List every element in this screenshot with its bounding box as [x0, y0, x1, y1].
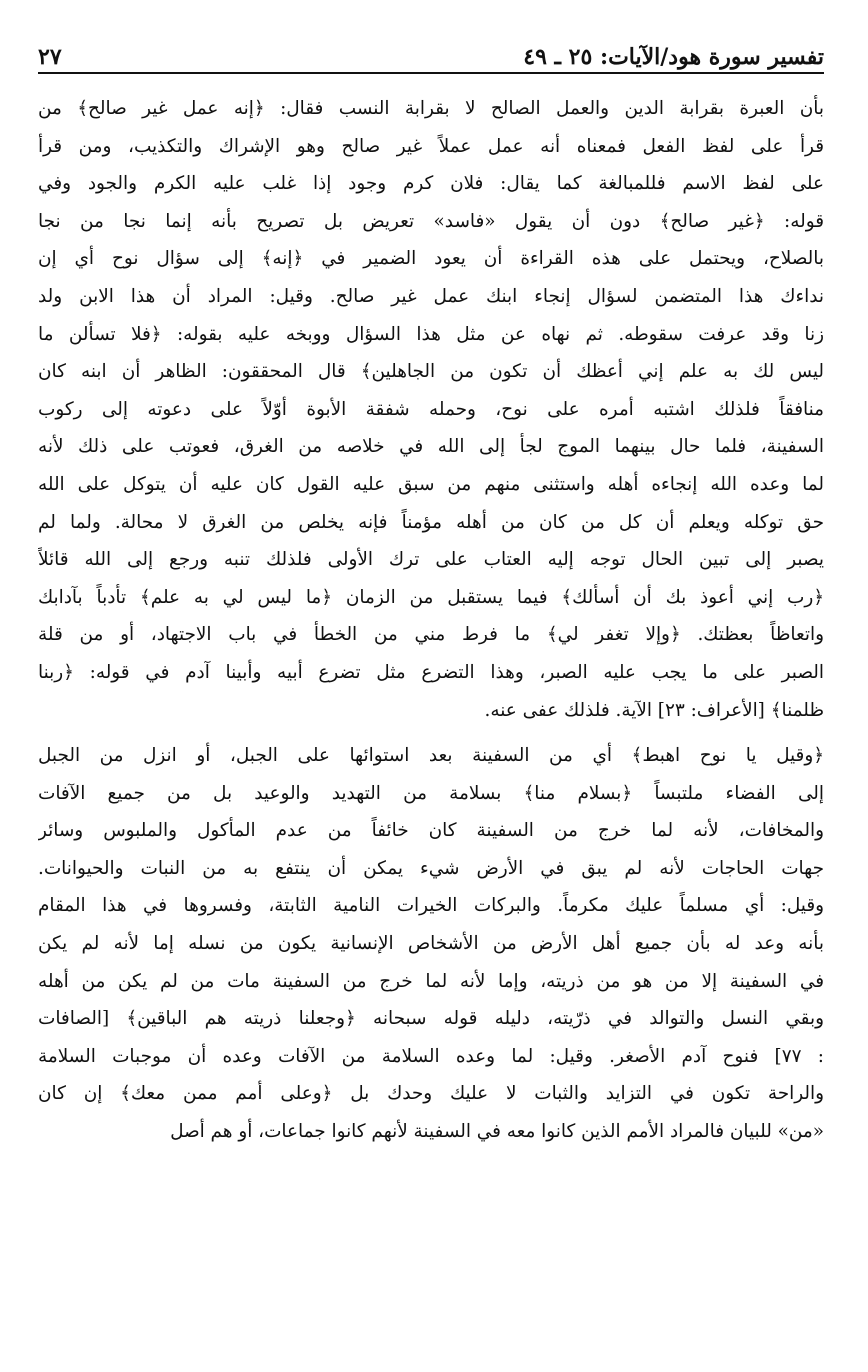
- paragraph-1: [38, 90, 824, 729]
- text-line: قوله: ﴿غير صالح﴾ دون أن يقول «فاسد» تعريض بل تصريح بأنه إنما نجا من نجا: [38, 210, 824, 232]
- text-line: بالصلاح، ويحتمل على هذه القراءة أن يعود الضمير في ﴿إنه﴾ إلى سؤال نوح أي إن: [38, 248, 824, 270]
- text-line: منافقاً فلذلك اشتبه أمره على نوح، وحمله شفقة الأبوة أوّلاً على دعوته إلى ركوب: [38, 398, 824, 420]
- running-title: تفسير سورة هود/الآيات: ٢٥ ـ ٤٩: [523, 44, 824, 70]
- text-line: ﴿وقيل يا نوح اهبط﴾ أي من السفينة بعد استوائها على الجبل، أو انزل من الجبل: [38, 745, 824, 767]
- text-line: في السفينة إلا من هو من ذريته، وإما لأنه لما خرج من السفينة مات من لم يكن من أهله: [38, 970, 824, 992]
- text-line: وبقي النسل والتوالد في ذرّيته، دليله قوله سبحانه ﴿وجعلنا ذريته هم الباقين﴾ [الصافات: [38, 1008, 824, 1030]
- text-line: والراحة تكون في التزايد والثبات لا عليك وحدك بل ﴿وعلى أمم ممن معك﴾ إن كان: [38, 1083, 824, 1105]
- text-line: ﴿رب إني أعوذ بك أن أسألك﴾ فيما يستقبل من الزمان ﴿ما ليس لي به علم﴾ تأدباً بآدابك: [38, 586, 824, 608]
- text-line: قرأ على لفظ الفعل فمعناه أنه عمل عملاً غير صالح وهو الإشراك والتكذيب، ومن قرأ: [38, 135, 824, 157]
- text-line: جهات الحاجات لأنه لم يبق في الأرض شيء يمكن أن ينتفع به من النبات والحيوانات.: [38, 857, 824, 879]
- paragraph-2: [38, 737, 824, 1151]
- text-line: لما وعده الله إنجاءه أهله واستثنى منهم من سبق عليه القول كان عليه أن يتوكل على الله: [38, 473, 824, 495]
- text-line: ظلمنا﴾ [الأعراف: ٢٣] الآية. فلذلك عفى عنه.: [484, 699, 824, 721]
- text-line: يصبر إلى تبين الحال توجه إليه العتاب على ترك الأولى فلذلك تنبه ورجع إلى الله قائلاً: [38, 549, 824, 571]
- text-line: : ٧٧] فنوح آدم الأصغر. وقيل: لما وعده السلامة من الآفات وعده أن موجبات السلامة: [38, 1045, 824, 1067]
- text-line: بأن العبرة بقرابة الدين والعمل الصالح لا بقرابة النسب فقال: ﴿إنه عمل غير صالح﴾ من: [38, 98, 824, 119]
- text-line: وقيل: أي مسلماً عليك مكرماً. والبركات الخيرات النامية الثابتة، وفسروها في هذا المقام: [38, 895, 824, 917]
- text-line: حق توكله ويعلم أن كل من كان من أهله مؤمناً فإنه يخلص من الغرق لا محالة. ولما لم: [38, 511, 824, 533]
- text-line: زنا وقد عرفت سقوطه. ثم نهاه عن مثل هذا السؤال ووبخه عليه بقوله: ﴿فلا تسألن ما: [38, 323, 824, 345]
- page-number: ٢٧: [38, 44, 62, 70]
- text-line: «من» للبيان فالمراد الأمم الذين كانوا معه في السفينة لأنهم كانوا جماعات، أو هم أصل: [170, 1121, 824, 1143]
- body-text: [38, 90, 824, 1151]
- paragraph-gap: [38, 729, 824, 737]
- text-line: ليس لك به علم إني أعظك أن تكون من الجاهلين﴾ قال المحققون: الظاهر أن ابنه كان: [38, 361, 824, 383]
- text-line: والمخافات، لأنه لما خرج من السفينة كان خائفاً من عدم المأكول والملبوس وسائر: [38, 820, 824, 842]
- text-line: على لفظ الاسم فللمبالغة كما يقال: فلان كرم وجود إذا غلب عليه الكرم والجود وفي: [38, 173, 824, 195]
- text-line: بأنه وعد له بأن جميع أهل الأرض من الأشخاص الإنسانية يكون من نسله إما لأنه لم يكن: [38, 933, 824, 955]
- text-line: واتعاظاً بعظتك. ﴿وإلا تغفر لي﴾ ما فرط مني من الخطأ في باب الاجتهاد، أو من قلة: [38, 624, 824, 646]
- text-line: الصبر على ما يجب عليه الصبر، وهذا التضرع مثل تضرع أبيه وأبينا آدم في قوله: ﴿ربنا: [38, 661, 824, 683]
- text-line: السفينة، فلما حال بينهما الموج لجأ إلى الله في خلاصه من الغرق، فعوتب على ذلك لأنه: [38, 436, 824, 458]
- text-line: نداءك هذا المتضمن لسؤال إنجاء ابنك عمل غير صالح. وقيل: المراد أن هذا الابن ولد: [38, 285, 824, 307]
- text-line: إلى الفضاء ملتبساً ﴿بسلام منا﴾ بسلامة من التهديد والوعيد بل من جميع الآفات: [38, 782, 824, 804]
- page-header: [38, 34, 824, 74]
